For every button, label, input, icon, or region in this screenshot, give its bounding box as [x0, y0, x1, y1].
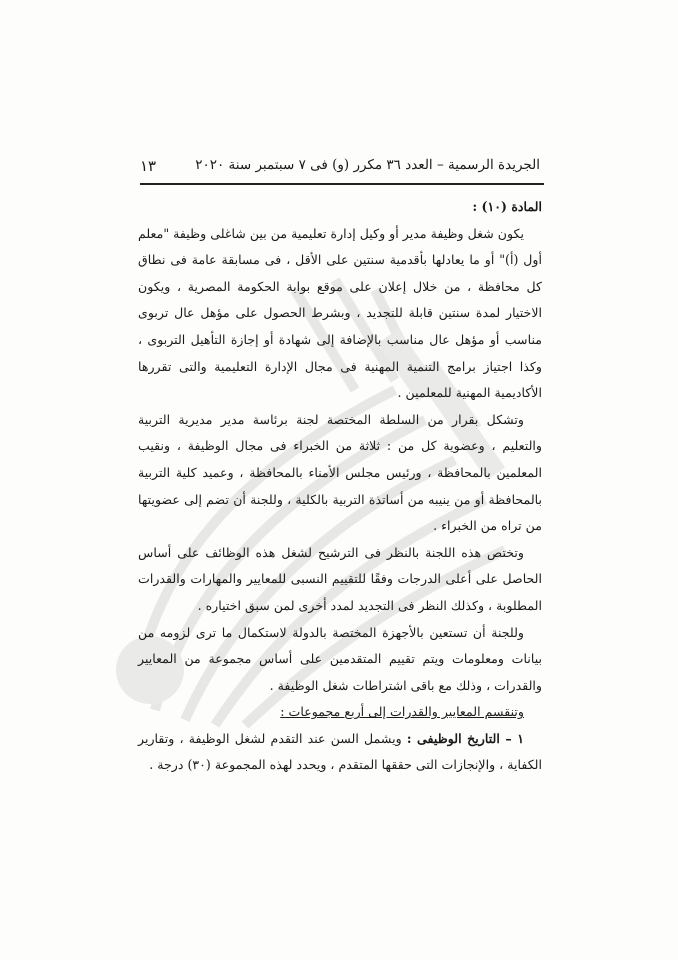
paragraph-2: وتشكل بقرار من السلطة المختصة لجنة برئاسة مدير مديرية التربية والتعليم ، وعضوية كل من : ثلاثة من الخبراء فى مجال الوظيفة ، ونقيب المعلمين بالمحافظة ، ورئيس مجلس الأمناء بالمحافظة ، وعميد كلية التربية بالمحافظة أو من ينيبه من أساتذة التربية بالكلية ، وللجنة أن تضم إلى عضويتها من تراه من الخبراء .	[138, 411, 542, 534]
paragraph-4: وللجنة أن تستعين بالأجهزة المختصة بالدولة لاستكمال ما ترى لزومه من بيانات ومعلومات ويتم تقييم المتقدمين على أساس مجموعة من المعايير والقدرات ، وذلك مع باقى اشتراطات شغل الوظيفة .	[138, 624, 542, 693]
header-divider	[140, 183, 544, 185]
groups-intro-text: وتنقسم المعايير والقدرات إلى أربع مجموعات :	[280, 704, 524, 720]
groups-intro	[138, 699, 542, 726]
page-header	[140, 153, 540, 179]
page-number: ١٣	[140, 157, 157, 175]
running-title: الجريدة الرسمية – العدد ٣٦ مكرر (و) فى ٧ سبتمبر سنة ٢٠٢٠	[195, 157, 540, 173]
paragraph-3: وتختص هذه اللجنة بالنظر فى الترشيح لشغل هذه الوظائف على أساس الحاصل على أعلى الدرجات وفقًا للتقييم النسبى للمعايير والمهارات والقدرات المطلوبة ، وكذلك النظر فى التجديد لمدد أخرى لمن سبق اختياره .	[138, 544, 542, 613]
paragraph-1: يكون شغل وظيفة مدير أو وكيل إدارة تعليمية من بين شاغلى وظيفة "معلم أول (أ)" أو ما يعادلها بأقدمية سنتين على الأقل ، فى مسابقة عامة فى نطاق كل محافظة ، من خلال إعلان على موقع بوابة الحكومة المصرية ، ويكون الاختيار لمدة سنتين قابلة للتجديد ، وبشرط الحصول على مؤهل عال تربوى مناسب أو مؤهل عال مناسب بالإضافة إلى شهادة أو إجازة التأهيل التربوى ، وكذا اجتياز برامج التنمية المهنية فى مجال الإدارة التعليمية والتى تقررها الأكاديمية المهنية للمعلمين .	[138, 225, 542, 401]
item-1	[138, 726, 542, 779]
article-body	[138, 194, 542, 779]
item-1-label: ١ – التاريخ الوظيفى :	[406, 730, 524, 746]
article-heading: المادة (١٠) :	[472, 199, 542, 214]
item-1-text: ويشمل السن عند التقدم لشغل الوظيفة ، وتقارير الكفاية ، والإنجازات التى حققها المتقدم ، ويحدد لهذه المجموعة (٣٠) درجة .	[138, 730, 542, 773]
